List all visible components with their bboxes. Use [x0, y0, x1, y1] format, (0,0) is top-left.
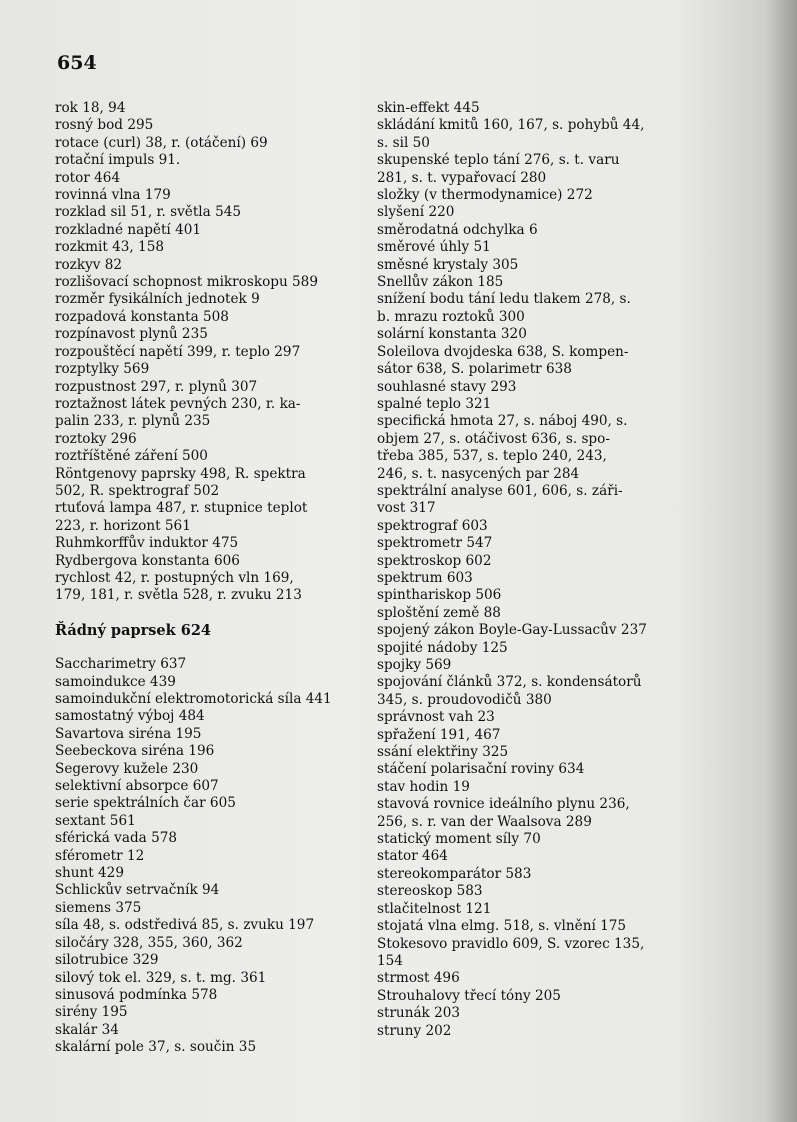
- index-entry: rozkyv 82: [55, 256, 123, 273]
- index-entry: snížení bodu tání ledu tlakem 278, s.: [377, 291, 631, 308]
- index-entry: rovinná vlna 179: [55, 187, 171, 204]
- index-entry: samoindukční elektromotorická síla 441: [55, 691, 332, 707]
- index-entry: 154: [377, 952, 403, 969]
- index-entry: Segerovy kužele 230: [55, 760, 199, 777]
- index-entry: 246, s. t. nasycených par 284: [377, 465, 580, 482]
- index-entry: rok 18, 94: [55, 100, 126, 116]
- index-entry: spektroskop 602: [377, 552, 492, 569]
- index-entry: spektrometr 547: [377, 535, 493, 552]
- index-entry: serie spektrálních čar 605: [55, 795, 236, 812]
- index-entry: 179, 181, r. světla 528, r. zvuku 213: [55, 587, 302, 604]
- index-entry: Schlickův setrvačník 94: [55, 882, 220, 899]
- index-entry: 223, r. horizont 561: [55, 517, 191, 534]
- index-entry: 281, s. t. vypařovací 280: [377, 169, 547, 186]
- index-entry: 345, s. proudovodičů 380: [377, 691, 552, 708]
- index-entry: vost 317: [377, 500, 436, 517]
- index-entry: samostatný výboj 484: [55, 708, 205, 725]
- index-entry: směrové úhly 51: [377, 239, 491, 256]
- index-entry: silový tok el. 329, s. t. mg. 361: [55, 969, 267, 986]
- index-entry: sátor 638, S. polarimetr 638: [377, 361, 572, 378]
- index-entry: směsné krystaly 305: [377, 256, 519, 273]
- section-gap: [55, 639, 355, 656]
- index-entry: roztažnost látek pevných 230, r. ka-: [55, 395, 301, 412]
- index-entry: strunák 203: [377, 1005, 461, 1022]
- index-entry: Savartova siréna 195: [55, 725, 202, 742]
- index-entry: spřažení 191, 467: [377, 726, 501, 743]
- index-entry: Ruhmkorffův induktor 475: [55, 535, 239, 552]
- index-entry: rtuťová lampa 487, r. stupnice teplot: [55, 500, 308, 517]
- index-entry: skalární pole 37, s. součin 35: [55, 1039, 257, 1056]
- index-entry: spektrální analyse 601, 606, s. záři-: [377, 482, 623, 499]
- index-entry: Snellův zákon 185: [377, 274, 504, 291]
- index-entry: spalné teplo 321: [377, 395, 492, 412]
- index-entry: rozpadová konstanta 508: [55, 308, 229, 325]
- index-entry: Röntgenovy paprsky 498, R. spektra: [55, 465, 306, 482]
- index-entry: rozklad sil 51, r. světla 545: [55, 204, 242, 221]
- index-entry: rychlost 42, r. postupných vln 169,: [55, 569, 294, 586]
- index-entry: Seebeckova siréna 196: [55, 743, 215, 760]
- index-entry: solární konstanta 320: [377, 326, 527, 343]
- index-entry: statický moment síly 70: [377, 831, 541, 848]
- index-entry: správnost vah 23: [377, 709, 495, 726]
- index-entry: 256, s. r. van der Waalsova 289: [377, 813, 592, 830]
- index-entry: roztoky 296: [55, 430, 137, 447]
- index-entry: stlačitelnost 121: [377, 900, 492, 917]
- index-entry: rozkladné napětí 401: [55, 221, 202, 238]
- index-entry: spojité nádoby 125: [377, 639, 508, 656]
- index-entry: rozpínavost plynů 235: [55, 326, 208, 343]
- index-entry: rozpustnost 297, r. plynů 307: [55, 378, 258, 395]
- index-entry: sférická vada 578: [55, 830, 178, 847]
- index-entry: směrodatná odchylka 6: [377, 221, 538, 238]
- index-entry: stojatá vlna elmg. 518, s. vlnění 175: [377, 918, 627, 935]
- index-entry: spojený zákon Boyle-Gay-Lussacův 237: [377, 622, 647, 639]
- index-entry: Saccharimetry 637: [55, 656, 187, 673]
- index-entry: rotační impuls 91.: [55, 152, 181, 169]
- index-entry: skupenské teplo tání 276, s. t. varu: [377, 152, 620, 169]
- index-column-left: [55, 100, 355, 1057]
- index-entry: stáčení polarisační roviny 634: [377, 761, 585, 778]
- index-entry: sirény 195: [55, 1004, 128, 1021]
- index-entry: Strouhalovy třecí tóny 205: [377, 987, 561, 1004]
- index-entry: rotor 464: [55, 169, 121, 186]
- index-entry: sférometr 12: [55, 847, 145, 864]
- index-entry: skalár 34: [55, 1021, 119, 1038]
- index-entry: Stokesovo pravidlo 609, S. vzorec 135,: [377, 935, 645, 952]
- index-entry: siločáry 328, 355, 360, 362: [55, 934, 243, 951]
- index-entry: stereoskop 583: [377, 883, 483, 900]
- index-entry: shunt 429: [55, 865, 124, 882]
- index-entry: palin 233, r. plynů 235: [55, 413, 211, 430]
- index-entry: souhlasné stavy 293: [377, 378, 517, 395]
- index-entry: rozlišovací schopnost mikroskopu 589: [55, 274, 318, 291]
- index-entry: specifická hmota 27, s. náboj 490, s.: [377, 413, 628, 430]
- index-entry: strmost 496: [377, 970, 460, 987]
- index-entry: Rydbergova konstanta 606: [55, 552, 240, 569]
- index-entry: spektrum 603: [377, 569, 473, 586]
- index-entry: s. sil 50: [377, 134, 430, 151]
- index-entry: spinthariskop 506: [377, 587, 502, 604]
- index-entry: b. mrazu roztoků 300: [377, 308, 525, 325]
- index-entry: spojky 569: [377, 657, 452, 673]
- index-entry: třeba 385, 537, s. teplo 240, 243,: [377, 448, 607, 465]
- index-entry: rotace (curl) 38, r. (otáčení) 69: [55, 134, 268, 151]
- index-entry: stav hodin 19: [377, 778, 470, 795]
- index-entry: stator 464: [377, 848, 448, 865]
- index-entry: 502, R. spektrograf 502: [55, 482, 220, 499]
- index-entry: Soleilova dvojdeska 638, S. kompen-: [377, 343, 629, 360]
- index-entry: siemens 375: [55, 899, 142, 916]
- index-entry: silotrubice 329: [55, 952, 159, 969]
- index-entry: Řádný paprsek 624: [55, 621, 211, 639]
- index-entry: rozkmit 43, 158: [55, 239, 164, 256]
- index-entry: skládání kmitů 160, 167, s. pohybů 44,: [377, 117, 645, 134]
- index-entry: sinusová podmínka 578: [55, 986, 218, 1003]
- index-entry: selektivní absorpce 607: [55, 778, 219, 795]
- index-entry: spojování článků 372, s. kondensátorů: [377, 674, 642, 691]
- index-entry: rosný bod 295: [55, 117, 154, 134]
- index-entry: síla 48, s. odstředivá 85, s. zvuku 197: [55, 917, 315, 934]
- index-entry: skin-effekt 445: [377, 100, 480, 116]
- index-entry: struny 202: [377, 1022, 452, 1039]
- index-entry: stereokomparátor 583: [377, 865, 532, 882]
- section-gap: [55, 605, 355, 622]
- index-entry: rozpouštěcí napětí 399, r. teplo 297: [55, 343, 301, 360]
- index-entry: samoindukce 439: [55, 673, 176, 690]
- index-entry: rozměr fysikálních jednotek 9: [55, 291, 260, 308]
- index-column-right: [377, 100, 687, 1040]
- index-entry: sploštění země 88: [377, 604, 501, 621]
- index-entry: stavová rovnice ideálního plynu 236,: [377, 796, 630, 813]
- index-entry: ssání elektřiny 325: [377, 744, 509, 761]
- index-entry: objem 27, s. otáčivost 636, s. spo-: [377, 430, 610, 447]
- page-number: 654: [57, 52, 97, 74]
- index-entry: složky (v thermodynamice) 272: [377, 187, 593, 204]
- index-entry: spektrograf 603: [377, 517, 488, 534]
- index-entry: roztříštěné záření 500: [55, 448, 208, 465]
- index-entry: slyšení 220: [377, 204, 455, 221]
- index-entry: rozptylky 569: [55, 361, 150, 378]
- index-entry: sextant 561: [55, 812, 136, 829]
